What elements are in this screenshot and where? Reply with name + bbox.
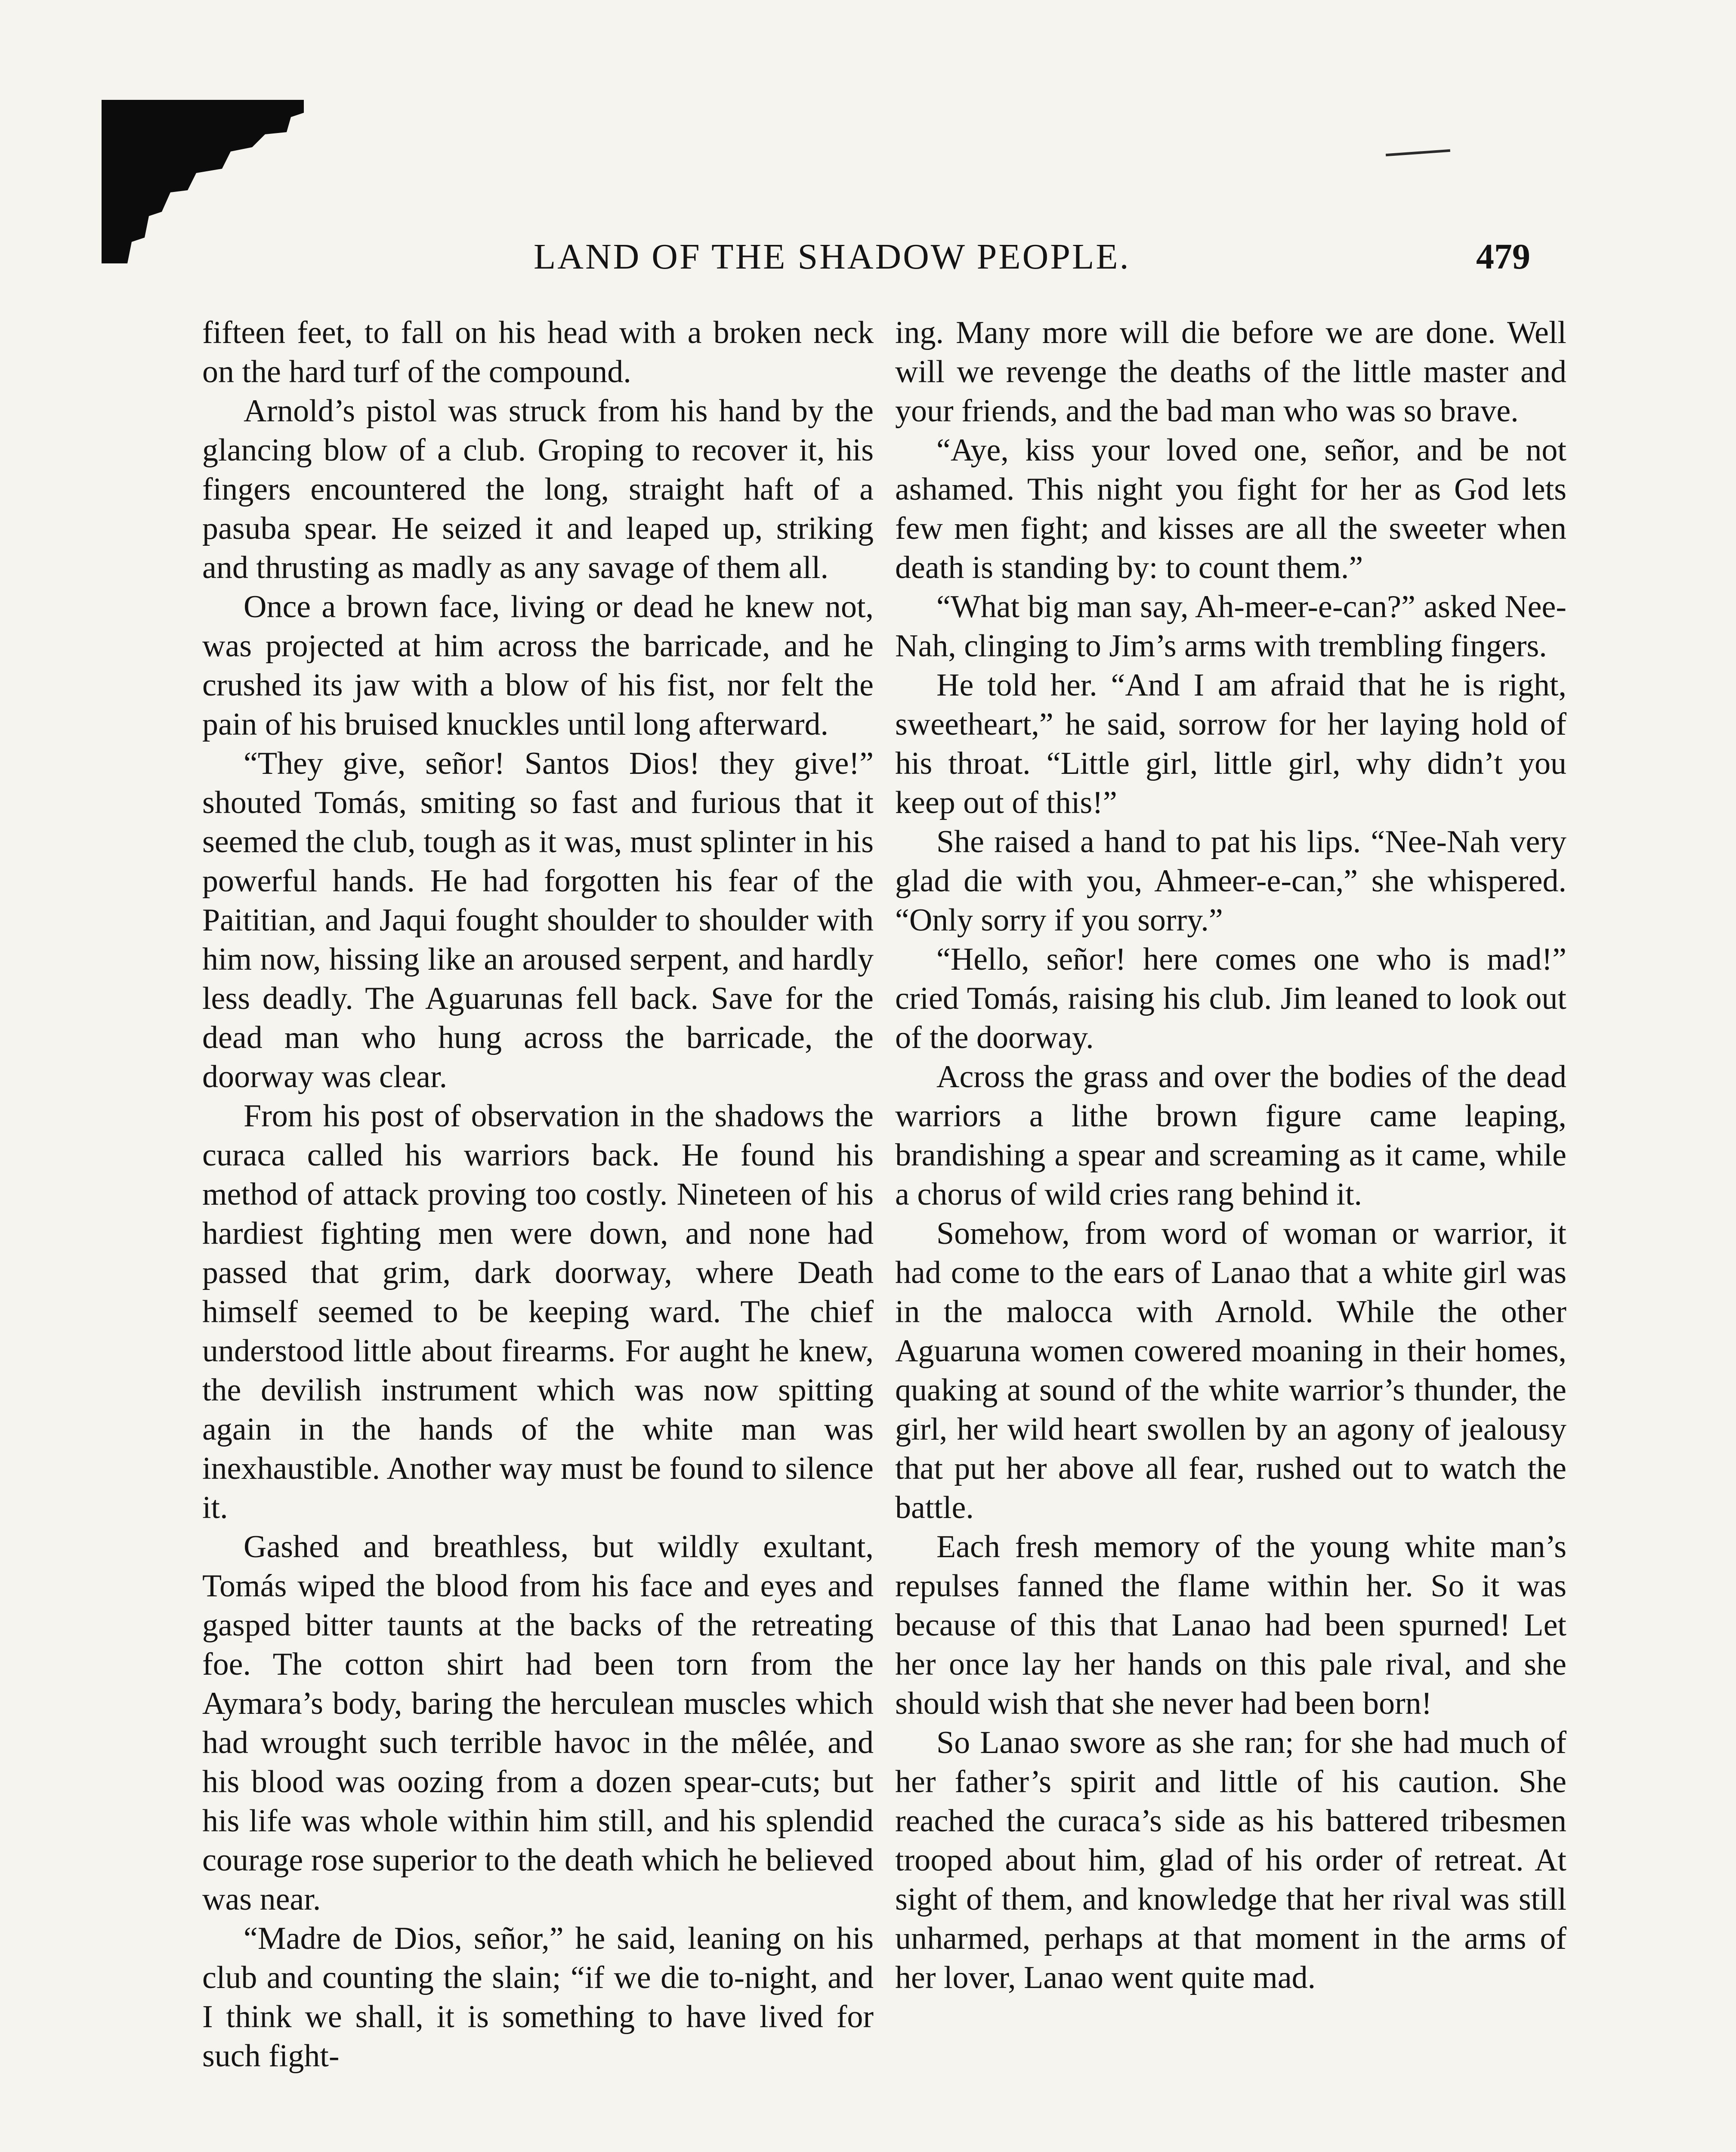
paragraph: Arnold’s pistol was struck from his hand by the glancing blow of a club. Groping to recover it, his fingers encountered the long, straight haft of a pasuba spear. He seized it and leaped up, striking and thrusting as madly as any savage of them all. (202, 393, 874, 585)
scan-dash-mark (1386, 149, 1450, 156)
text-column-left (202, 313, 874, 2076)
paragraph: “Madre de Dios, señor,” he said, leaning on his club and counting the slain; “if we die to-night, and I think we shall, it is something to have lived for such fight- (202, 1921, 874, 2074)
paragraph: Gashed and breathless, but wildly exultant, Tomás wiped the blood from his face and eyes and gasped bitter taunts at the backs of the retreating foe. The cotton shirt had been torn from the Aymara’s body, baring the herculean muscles which had wrought such terrible havoc in the mêlée, and his blood was oozing from a dozen spear-cuts; but his life was whole within him still, and his splendid courage rose superior to the death which he believed was near. (202, 1529, 874, 1917)
text-column-right (895, 313, 1566, 1997)
paragraph: ing. Many more will die before we are done. Well will we revenge the deaths of the little master and your friends, and the bad man who was so brave. (895, 315, 1566, 429)
paragraph: So Lanao swore as she ran; for she had much of her father’s spirit and little of his caution. She reached the curaca’s side as his battered tribesmen trooped about him, glad of his order of retreat. At sight of them, and knowledge that her rival was still unharmed, perhaps at that moment in the arms of her lover, Lanao went quite mad. (895, 1725, 1566, 1995)
paragraph: From his post of observation in the shadows the curaca called his warriors back. He found his method of attack proving too costly. Nineteen of his hardiest fighting men were down, and none had passed that grim, dark doorway, where Death himself seemed to be keeping ward. The chief understood little about firearms. For aught he knew, the devilish instrument which was now spitting again in the hands of the white man was inexhaustible. Another way must be found to silence it. (202, 1098, 874, 1525)
paragraph: “They give, señor! Santos Dios! they give!” shouted Tomás, smiting so fast and furious that it seemed the club, tough as it was, must splinter in his powerful hands. He had forgotten his fear of the Paititian, and Jaqui fought shoulder to shoulder with him now, hissing like an aroused serpent, and hardly less deadly. The Aguarunas fell back. Save for the dead man who hung across the barricade, the doorway was clear. (202, 746, 874, 1095)
paragraph: “Aye, kiss your loved one, señor, and be not ashamed. This night you fight for her as God lets few men fight; and kisses are all the sweeter when death is standing by: to count them.” (895, 433, 1566, 585)
paragraph: He told her. “And I am afraid that he is right, sweetheart,” he said, sorrow for her laying hold of his throat. “Little girl, little girl, why didn’t you keep out of this!” (895, 668, 1566, 820)
page-number: 479 (1476, 237, 1530, 277)
paragraph: “What big man say, Ah-meer-e-can?” asked Nee-Nah, clinging to Jim’s arms with trembling fingers. (895, 589, 1566, 664)
paragraph: Once a brown face, living or dead he knew not, was projected at him across the barricade, and he crushed its jaw with a blow of his fist, nor felt the pain of his bruised knuckles until long afterward. (202, 589, 874, 742)
scan-corner-mark (102, 100, 317, 263)
paragraph: She raised a hand to pat his lips. “Nee-Nah very glad die with you, Ahmeer-e-can,” she whispered. “Only sorry if you sorry.” (895, 824, 1566, 938)
paragraph: fifteen feet, to fall on his head with a broken neck on the hard turf of the compound. (202, 315, 874, 390)
paragraph: Each fresh memory of the young white man’s repulses fanned the flame within her. So it was because of this that Lanao had been spurned! Let her once lay her hands on this pale rival, and she should wish that she never had been born! (895, 1529, 1566, 1721)
paragraph: Across the grass and over the bodies of the dead warriors a lithe brown figure came leaping, brandishing a spear and screaming as it came, while a chorus of wild cries rang behind it. (895, 1059, 1566, 1212)
running-head: LAND OF THE SHADOW PEOPLE. (534, 237, 1131, 277)
paragraph: “Hello, señor! here comes one who is mad!” cried Tomás, raising his club. Jim leaned to look out of the doorway. (895, 942, 1566, 1055)
paragraph: Somehow, from word of woman or warrior, it had come to the ears of Lanao that a white girl was in the malocca with Arnold. While the other Aguaruna women cowered moaning in their homes, quaking at sound of the white warrior’s thunder, the girl, her wild heart swollen by an agony of jealousy that put her above all fear, rushed out to watch the battle. (895, 1216, 1566, 1525)
